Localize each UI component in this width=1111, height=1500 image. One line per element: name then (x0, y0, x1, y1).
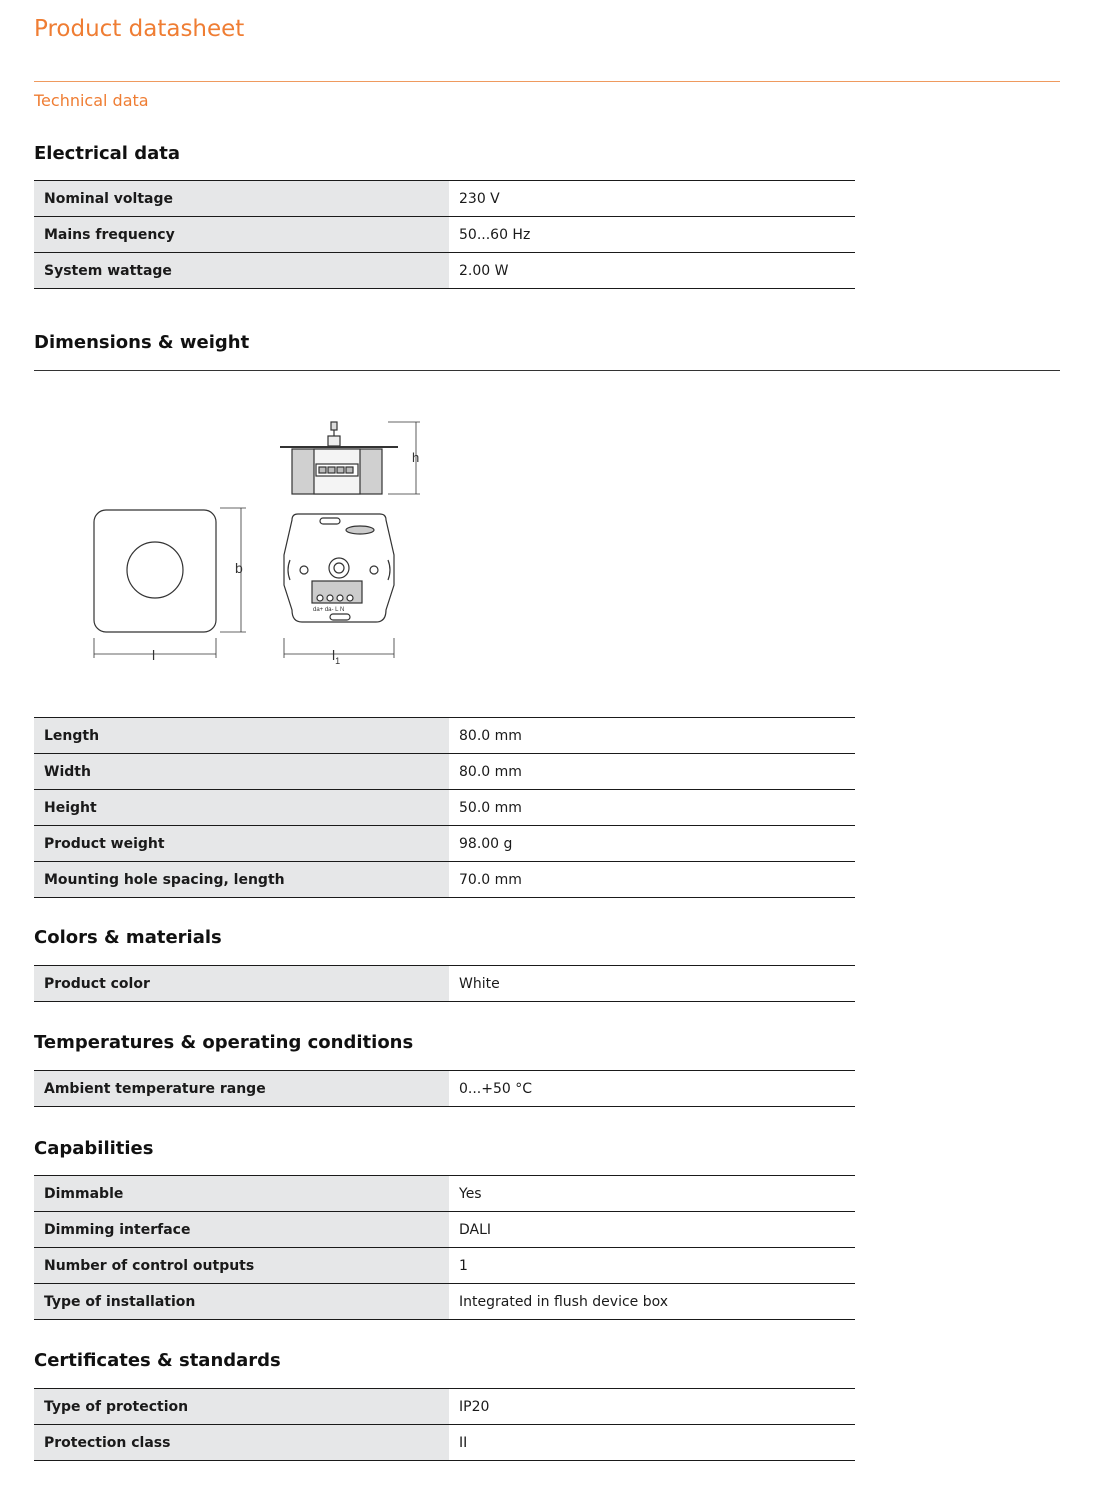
row-value: 80.0 mm (449, 718, 855, 754)
cover-view-drawing (94, 508, 246, 663)
row-label: Product weight (34, 826, 449, 862)
row-value: 50...60 Hz (449, 217, 855, 253)
side-view-drawing (280, 422, 420, 494)
section-title-electrical: Electrical data (34, 143, 181, 164)
certificates-table (34, 1388, 855, 1461)
row-label: Number of control outputs (34, 1248, 449, 1284)
section-title-capabilities: Capabilities (34, 1138, 154, 1159)
row-label: Type of protection (34, 1389, 449, 1425)
row-label: Dimming interface (34, 1212, 449, 1248)
table-row (34, 1425, 855, 1461)
table-row (34, 966, 855, 1002)
table-row (34, 826, 855, 862)
temperatures-table (34, 1070, 855, 1107)
dim-label-l: l (152, 647, 156, 663)
row-label: Ambient temperature range (34, 1071, 449, 1107)
row-value: White (449, 966, 855, 1002)
row-value: 0...+50 °C (449, 1071, 855, 1107)
row-value: II (449, 1425, 855, 1461)
section-title-certificates: Certificates & standards (34, 1350, 281, 1371)
row-value: DALI (449, 1212, 855, 1248)
row-label: Nominal voltage (34, 181, 449, 217)
dim-label-h: h (412, 450, 420, 465)
table-row (34, 1212, 855, 1248)
row-value: 2.00 W (449, 253, 855, 289)
row-label: Dimmable (34, 1176, 449, 1212)
table-row (34, 217, 855, 253)
row-label: Length (34, 718, 449, 754)
row-value: IP20 (449, 1389, 855, 1425)
dimension-drawing (80, 410, 440, 680)
row-value: 230 V (449, 181, 855, 217)
page-title: Product datasheet (34, 16, 245, 42)
table-row (34, 718, 855, 754)
capabilities-table (34, 1175, 855, 1320)
row-value: Integrated in flush device box (449, 1284, 855, 1320)
row-value: 80.0 mm (449, 754, 855, 790)
dim-label-l1: $l_1$ (332, 647, 341, 666)
page-subtitle: Technical data (34, 91, 149, 110)
section-title-temperatures: Temperatures & operating conditions (34, 1032, 414, 1053)
row-value: 1 (449, 1248, 855, 1284)
section-title-dimensions: Dimensions & weight (34, 332, 250, 353)
row-label: Product color (34, 966, 449, 1002)
row-label: Mains frequency (34, 217, 449, 253)
dimensions-divider (34, 370, 1060, 371)
table-row (34, 253, 855, 289)
table-row (34, 1284, 855, 1320)
terminal-labels: da+ da- L N (313, 607, 345, 613)
dim-label-b: b (235, 560, 243, 576)
electrical-table (34, 180, 855, 289)
row-value: Yes (449, 1176, 855, 1212)
row-label: Protection class (34, 1425, 449, 1461)
row-label: System wattage (34, 253, 449, 289)
colors-table (34, 965, 855, 1002)
row-label: Height (34, 790, 449, 826)
table-row (34, 181, 855, 217)
table-row (34, 1176, 855, 1212)
table-row (34, 862, 855, 898)
row-value: 98.00 g (449, 826, 855, 862)
table-row (34, 790, 855, 826)
row-label: Mounting hole spacing, length (34, 862, 449, 898)
row-value: 50.0 mm (449, 790, 855, 826)
table-row (34, 754, 855, 790)
title-divider (34, 81, 1060, 82)
table-row (34, 1071, 855, 1107)
row-value: 70.0 mm (449, 862, 855, 898)
row-label: Width (34, 754, 449, 790)
dimensions-table (34, 717, 855, 898)
insert-view-drawing (284, 514, 394, 666)
table-row (34, 1389, 855, 1425)
section-title-colors: Colors & materials (34, 927, 222, 948)
table-row (34, 1248, 855, 1284)
row-label: Type of installation (34, 1284, 449, 1320)
